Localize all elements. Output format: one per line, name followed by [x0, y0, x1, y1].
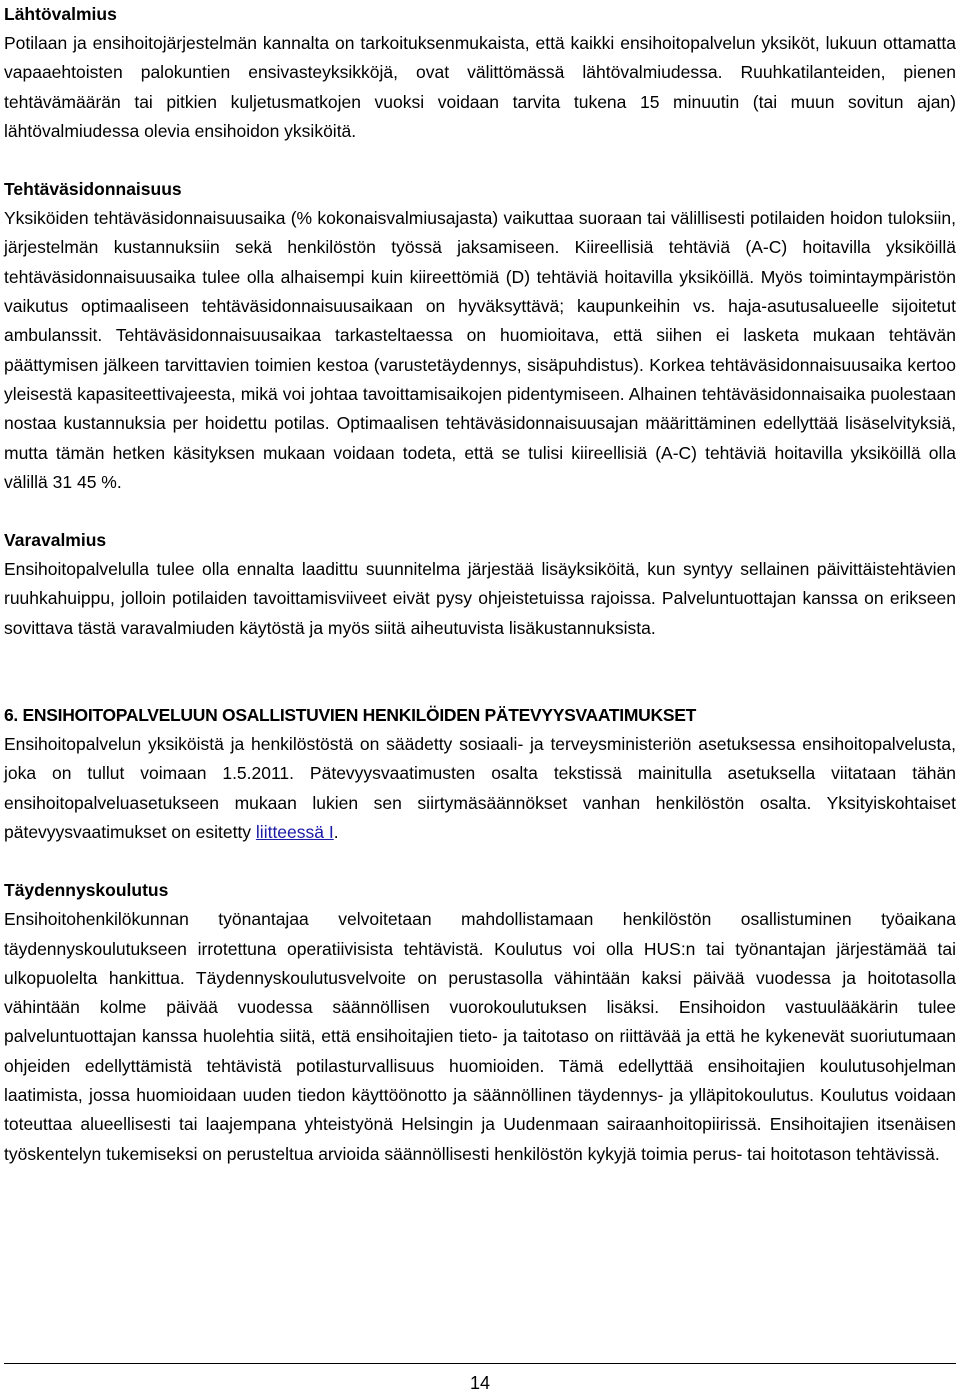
paragraph-varavalmius: Ensihoitopalvelulla tulee olla ennalta laadittu suunnitelma järjestää lisäyksiköitä, kun syntyy sellainen päivittäistehtävien ruuhkahuippu, jolloin potilaiden tavoittamisviiveet eivät pysy ohjeistetuissa rajoissa. Palveluntuottajan kanssa on erikseen sovittava tästä varavalmiuden käytöstä ja myös siitä aiheutuvista lisäkustannuksista.: [4, 559, 956, 638]
chapter-heading: 6. ENSIHOITOPALVELUUN OSALLISTUVIEN HENKILÖIDEN PÄTEVYYSVAATIMUKSET: [4, 705, 696, 726]
attachment-link[interactable]: liitteessä I: [255, 821, 334, 842]
document-page: [4, 0, 956, 1169]
spacer: [4, 146, 956, 175]
paragraph-lahtovalmius: Potilaan ja ensihoitojärjestelmän kannalta on tarkoituksenmukaista, että kaikki ensihoitopalvelun yksiköt, lukuun ottamatta vapaaehtoisten palokuntien ensivasteyksikköjä, ovat välittömässä lähtövalmiudessa. Ruuhkatilanteiden, pienen tehtävämäärän tai pitkien kuljetusmatkojen vuoksi voidaan tarvita tukena 15 minuutin (tai muun sovitun ajan) lähtövalmiudessa olevia ensihoidon yksiköitä.: [4, 33, 956, 141]
spacer: [4, 643, 956, 701]
chapter6-text-end: .: [333, 821, 339, 842]
paragraph-taydennyskoulutus: Ensihoitohenkilökunnan työnantajaa velvoitetaan mahdollistamaan henkilöstön osallistuminen työaikana täydennyskoulutukseen irrotettuna operatiivisista tehtävistä. Koulutus voi olla HUS:n tai työnantajan järjestämää tai ulkopuolelta hankittua. Täydennyskoulutusvelvoite on perustasolla vähintään kaksi päivää vuodessa ja hoitotasolla vähintään kolme päivää vuodessa säännöllisen vuorokoulutuksen lisäksi. Ensihoidon vastuulääkärin tulee palveluntuottajan kanssa huolehtia siitä, että ensihoitajien tieto- ja taitotaso on riittävää ja että he kykenevät suoriutumaan ohjeiden edellyttämistä tehtävistä potilasturvallisuus huomioiden. Tämä edellyttää ensihoitajien koulutusohjelman laatimista, jossa huomioidaan uuden tiedon käyttöönotto ja säännöllinen täydennys- ja ylläpitokoulutus. Koulutus voidaan toteuttaa alueellisesti tai laajempana yhteistyönä Helsingin ja Uudenmaan sairaanhoitopiirissä. Ensihoitajien itsenäisen työskentelyn tukemiseksi on perusteltua arvioida säännöllisesti henkilöstön kykyjä toimia perus- tai hoitotason tehtävissä.: [4, 909, 956, 1164]
chapter6-text: Ensihoitopalvelun yksiköistä ja henkilöstöstä on säädetty sosiaali- ja terveysministeriön asetuksessa ensihoitopalvelusta, joka on tullut voimaan 1.5.2011. Pätevyysvaatimusten osalta tekstissä mainitulla asetuksella viitataan tähän ensihoitopalveluasetukseen mukaan lukien sen siirtymäsäännökset vanhan henkilöstön osalta. Yksityiskohtaiset pätevyysvaatimukset on esitetty: [4, 734, 956, 842]
spacer: [4, 497, 956, 526]
section-heading-tehtavasidonnaisuus: Tehtäväsidonnaisuus: [4, 179, 182, 200]
section-heading-taydennyskoulutus: Täydennyskoulutus: [4, 880, 169, 901]
page-number: 14: [469, 1373, 491, 1393]
footer-divider: [4, 1363, 956, 1364]
paragraph-tehtavasidonnaisuus: Yksiköiden tehtäväsidonnaisuusaika (% kokonaisvalmiusajasta) vaikuttaa suoraan tai välillisesti potilaiden hoidon tuloksiin, järjestelmän kustannuksiin sekä henkilöstön työssä jaksamiseen. Kiireellisiä tehtäviä (A-C) hoitavilla yksiköillä tehtäväsidonnaisuusaika tulee olla alhaisempi kuin kiireettömiä (D) tehtäviä hoitavilla yksiköillä. Myös toimintaympäristön vaikutus optimaaliseen tehtäväsidonnaisuusaikaan on hyväksyttävä; kaupunkeihin vs. haja-asutusalueelle sijoitetut ambulanssit. Tehtäväsidonnaisuusaikaa tarkasteltaessa on huomioitava, että siihen ei lasketa mukaan tehtävän päättymisen jälkeen tarvittavien toimien kestoa (varustetäydennys, sisäpuhdistus). Korkea tehtäväsidonnaisuusaika kertoo yleisestä kapasiteettivajeesta, mikä voi johtaa tavoittamisaikojen pidentymiseen. Alhainen tehtäväsidonnaisaika puolestaan nostaa kustannuksia per hoidettu potilas. Optimaalisen tehtäväsidonnaisuusajan määrittäminen edellyttää lisäselvityksiä, mutta tämän hetken käsityksen mukaan voidaan todeta, että se tulisi kiireellisiä (A-C) tehtäviä hoitavilla yksiköillä olla välillä 31 45 %.: [4, 208, 956, 492]
paragraph-chapter6: [4, 730, 956, 847]
section-heading-varavalmius: Varavalmius: [4, 530, 107, 551]
section-heading-lahtovalmius: Lähtövalmius: [4, 4, 117, 24]
spacer: [4, 847, 956, 876]
